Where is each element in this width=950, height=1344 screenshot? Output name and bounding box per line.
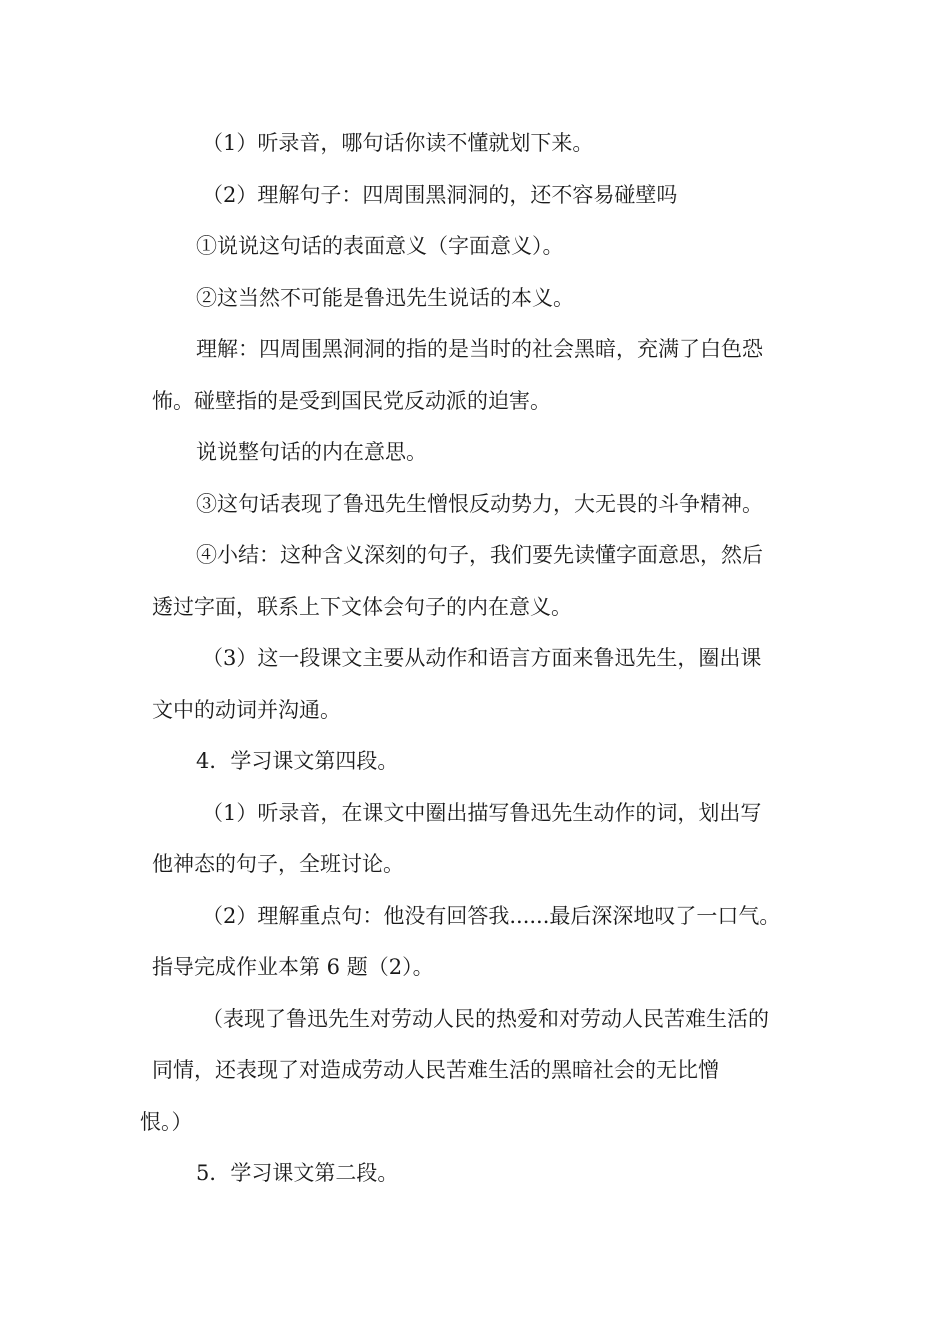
paragraph-line: ④小结：这种含义深刻的句子，我们要先读懂字面意思，然后	[196, 543, 763, 567]
paragraph-line: 同情，还表现了对造成劳动人民苦难生活的黑暗社会的无比憎	[152, 1058, 719, 1082]
paragraph-line: 指导完成作业本第 6 题（2）。	[152, 955, 434, 979]
paragraph-line: （表现了鲁迅先生对劳动人民的热爱和对劳动人民苦难生活的	[202, 1006, 769, 1031]
paragraph-line: （2）理解句子：四周围黑洞洞的，还不容易碰壁吗	[202, 182, 678, 207]
paragraph-line: 说说整句话的内在意思。	[196, 440, 427, 464]
paragraph-line: ③这句话表现了鲁迅先生憎恨反动势力，大无畏的斗争精神。	[196, 491, 763, 516]
section-heading: 4．学习课文第四段。	[196, 749, 399, 773]
paragraph-line: （1）听录音，在课文中圈出描写鲁迅先生动作的词，划出写	[202, 800, 762, 825]
section-heading: 5．学习课文第二段。	[196, 1161, 399, 1185]
paragraph-line: 理解：四周围黑洞洞的指的是当时的社会黑暗，充满了白色恐	[196, 337, 763, 361]
paragraph-line: 透过字面，联系上下文体会句子的内在意义。	[152, 594, 572, 619]
paragraph-line: （2）理解重点句：他没有回答我......最后深深地叹了一口气。	[202, 903, 781, 928]
paragraph-line: （3）这一段课文主要从动作和语言方面来鲁迅先生，圈出课	[202, 646, 762, 670]
document-body	[140, 118, 802, 1200]
paragraph-line: ②这当然不可能是鲁迅先生说话的本义。	[196, 285, 574, 310]
paragraph-line: 恨。）	[140, 1109, 193, 1134]
paragraph-line: 他神态的句子，全班讨论。	[152, 852, 404, 876]
paragraph-line: ①说说这句话的表面意义（字面意义）。	[196, 234, 564, 258]
paragraph-line: （1）听录音，哪句话你读不懂就划下来。	[202, 131, 594, 155]
paragraph-line: 怖。碰壁指的是受到国民党反动派的迫害。	[152, 388, 551, 413]
paragraph-line: 文中的动词并沟通。	[152, 697, 341, 722]
